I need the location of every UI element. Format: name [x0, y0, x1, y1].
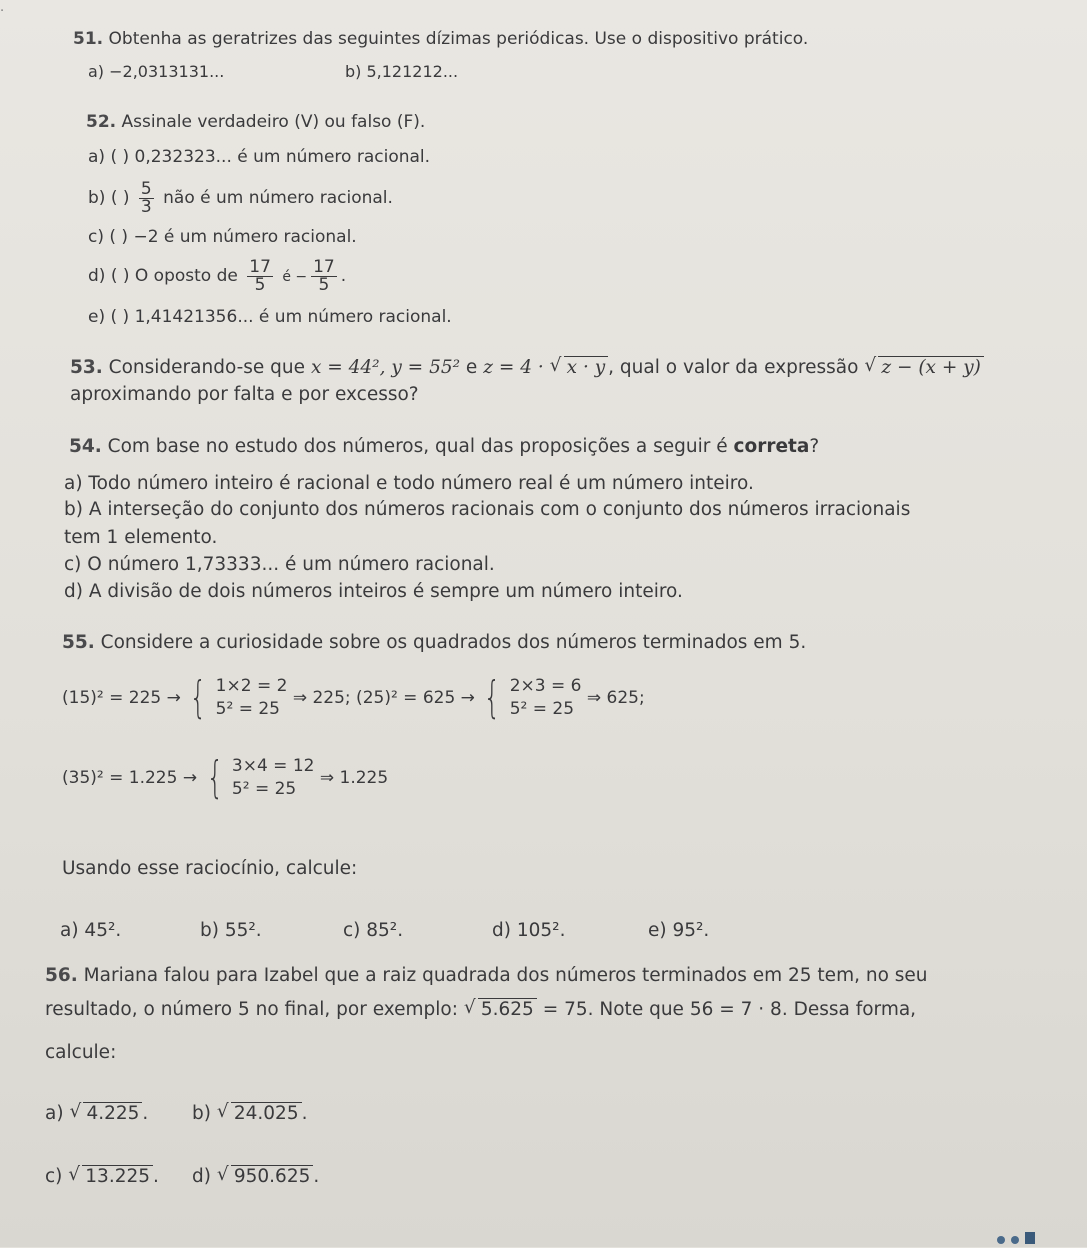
q55-ex2-result: ⇒ 625; — [586, 688, 645, 708]
q55-ex2-top: 2×3 = 6 — [509, 676, 582, 696]
q53-sqrt-xy-inner: x · y — [564, 356, 609, 379]
q54-bold-word: correta — [733, 436, 810, 457]
q53-number: 53. — [70, 357, 103, 378]
q53-line2: aproximando por falta e por excesso? — [70, 384, 419, 405]
q55-ex1-result: ⇒ 225; (25)² = 625 → — [292, 688, 475, 708]
q52-option-c: c) ( ) −2 é um número racional. — [88, 227, 357, 247]
q56-a-label: a) — [45, 1103, 64, 1124]
q56-d-label: d) — [192, 1166, 211, 1187]
q52-d-prefix: d) ( ) O oposto de — [88, 266, 238, 286]
q52-option-d — [88, 256, 346, 297]
q55-ex3-top: 3×4 = 12 — [231, 756, 315, 776]
q55-example-line2 — [62, 752, 388, 804]
q52-b-prefix: b) ( ) — [88, 188, 130, 208]
q55-ex1-lhs: (15)² = 225 → — [62, 688, 181, 708]
q56-c-label: c) — [45, 1166, 63, 1187]
q56-a-sqrt: √ 4.225 — [69, 1102, 142, 1125]
q55-statement — [62, 632, 806, 654]
q52-d-denominator-2: 5 — [318, 274, 330, 295]
q54-option-a: a) Todo número inteiro é racional e todo número real é um número inteiro. — [64, 473, 754, 494]
q52-statement — [86, 111, 425, 133]
q55-option-c: c) 85². — [343, 920, 404, 941]
q54-option-d: d) A divisão de dois números inteiros é sempre um número inteiro. — [64, 581, 683, 602]
q56-example-note: 56 = 7 · 8 — [689, 999, 782, 1020]
q55-text: Considere a curiosidade sobre os quadrados dos números terminados em 5. — [100, 632, 807, 653]
q55-ex3-lhs: (35)² = 1.225 → — [62, 768, 198, 788]
q51-text: Obtenha as geratrizes das seguintes dízimas periódicas. Use o dispositivo prático. — [108, 29, 809, 49]
q56-statement-line1 — [45, 965, 928, 987]
q55-ex3-brace: { — [206, 752, 223, 803]
q56-b-sqrt: √ 24.025 — [217, 1102, 302, 1125]
q55-ex3-system — [232, 755, 315, 801]
q53-statement — [70, 356, 984, 379]
q52-option-e: e) ( ) 1,41421356... é um número racional. — [88, 307, 452, 327]
q52-d-mid: é − — [282, 269, 308, 285]
q56-option-b: b) √ 24.025 . — [192, 1101, 308, 1124]
q53-sqrt-xy: √ x · y — [550, 356, 609, 379]
q55-number: 55. — [62, 632, 95, 653]
q54-option-b-line1: b) A interseção do conjunto dos números racionais com o conjunto dos números irracionais — [64, 499, 911, 520]
q52-option-b — [88, 178, 393, 218]
q55-option-e: e) 95². — [648, 920, 710, 941]
q55-ex2-bot: 5² = 25 — [509, 699, 575, 719]
q52-number: 52. — [86, 112, 117, 132]
q51-number: 51. — [73, 29, 104, 49]
q51-statement — [73, 28, 808, 50]
q55-prompt: Usando esse raciocínio, calcule: — [62, 858, 358, 879]
q52-d-numerator-2: 17 — [313, 256, 335, 277]
q56-example-sqrt: √ 5.625 — [464, 998, 537, 1021]
q54-option-c: c) O número 1,73333... é um número racional. — [64, 554, 495, 575]
q55-ex2-system — [510, 675, 582, 721]
q56-a-value: 4.225 — [83, 1102, 142, 1125]
q56-text1: Mariana falou para Izabel que a raiz quadrada dos números terminados em 25 tem, no seu — [83, 965, 928, 986]
q52-b-suffix: não é um número racional. — [163, 188, 393, 208]
q56-statement-line2 — [45, 998, 916, 1021]
q56-text2a: resultado, o número 5 no final, por exemplo: — [45, 999, 458, 1020]
page-corner-decoration — [997, 1229, 1067, 1239]
q54-text: Com base no estudo dos números, qual das proposições a seguir é — [107, 436, 728, 457]
q56-b-label: b) — [192, 1103, 211, 1124]
q56-example-sqrt-inner: 5.625 — [478, 998, 537, 1021]
q56-text2b: . Dessa forma, — [781, 999, 917, 1020]
q55-ex3-result: ⇒ 1.225 — [319, 768, 389, 788]
q53-expr2: z = 4 · — [483, 357, 544, 378]
q56-b-value: 24.025 — [231, 1102, 302, 1125]
q52-b-numerator: 5 — [140, 178, 152, 199]
q56-c-value: 13.225 — [82, 1165, 153, 1188]
q52-d-numerator: 17 — [249, 256, 271, 277]
q55-option-b: b) 55². — [200, 920, 262, 941]
q56-option-d: d) √ 950.625 . — [192, 1164, 320, 1187]
q52-d-denominator: 5 — [254, 274, 266, 295]
q56-number: 56. — [45, 965, 78, 986]
q52-d-fraction — [247, 256, 273, 295]
q51-option-b: b) 5,121212... — [345, 62, 459, 81]
q54-number: 54. — [69, 436, 102, 457]
q53-text1: Considerando-se que — [108, 357, 306, 378]
q56-option-c: c) √ 13.225 . — [45, 1164, 159, 1187]
q52-d-fraction-2 — [311, 256, 337, 295]
q56-option-a: a) √ 4.225 . — [45, 1101, 149, 1124]
q56-d-sqrt: √ 950.625 — [217, 1165, 314, 1188]
q53-and: e — [465, 357, 478, 378]
q55-ex3-bot: 5² = 25 — [231, 779, 297, 799]
q55-option-a: a) 45². — [60, 920, 122, 941]
q56-c-sqrt: √ 13.225 — [68, 1165, 153, 1188]
q55-ex1-brace: { — [189, 672, 207, 723]
q56-example-eq: = 75. Note que — [542, 999, 684, 1020]
q53-sqrt-expression-inner: z − (x + y) — [878, 356, 984, 379]
q52-text: Assinale verdadeiro (V) ou falso (F). — [121, 112, 426, 132]
q53-expr1: x = 44², y = 55² — [310, 357, 461, 378]
q55-example-line1 — [62, 672, 645, 724]
q54-end: ? — [809, 436, 820, 457]
q54-statement — [69, 436, 819, 458]
q52-b-fraction — [139, 178, 154, 217]
q54-option-b-line2: tem 1 elemento. — [64, 527, 218, 548]
q53-sqrt-expression: √ z − (x + y) — [864, 356, 984, 379]
q55-option-d: d) 105². — [492, 920, 566, 941]
q53-text2: , qual o valor da expressão — [608, 357, 859, 378]
q55-ex1-top: 1×2 = 2 — [215, 676, 288, 696]
q56-statement-line3: calcule: — [45, 1042, 117, 1063]
q55-ex2-brace: { — [483, 672, 501, 723]
margin-mark: · — [0, 4, 5, 19]
q55-ex1-system — [216, 675, 288, 721]
q52-b-denominator: 3 — [140, 196, 152, 217]
q55-ex1-bot: 5² = 25 — [215, 699, 280, 719]
q51-option-a: a) −2,0313131... — [88, 62, 225, 81]
q56-d-value: 950.625 — [231, 1165, 314, 1188]
q52-d-end: . — [340, 266, 347, 286]
q52-option-a: a) ( ) 0,232323... é um número racional. — [88, 147, 431, 167]
